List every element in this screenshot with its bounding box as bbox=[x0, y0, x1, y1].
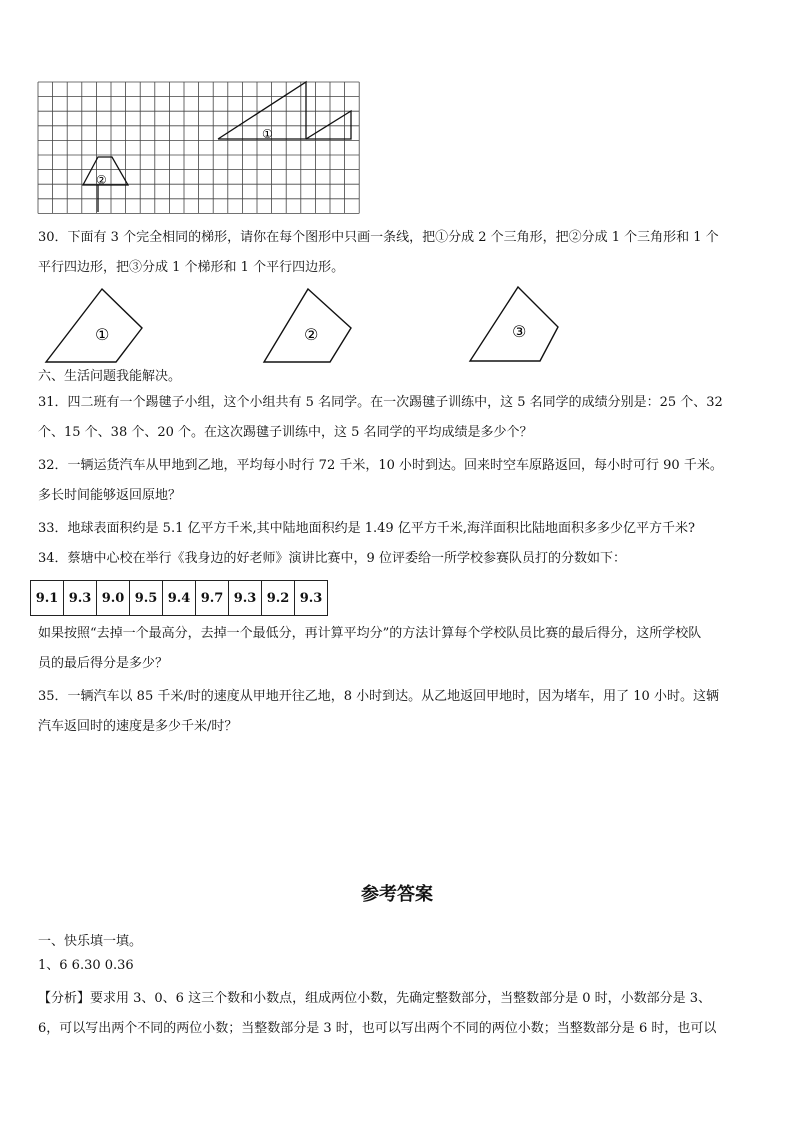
shape2-label: ② bbox=[96, 173, 107, 187]
trapezoid-3-label: ③ bbox=[512, 322, 527, 341]
score-cell: 9.3 bbox=[64, 581, 97, 616]
score-cell: 9.3 bbox=[295, 581, 328, 616]
q33-line1: 33．地球表面积约是 5.1 亿平方千米,其中陆地面积约是 1.49 亿平方千米,海洋面积比陆地面积多多少亿平方千米? bbox=[38, 521, 695, 536]
analysis-line2: 6，可以写出两个不同的两位小数；当整数部分是 3 时，也可以写出两个不同的两位小数；当整数部分是 6 时，也可以 bbox=[38, 1021, 717, 1036]
q32-line2: 多长时间能够返回原地？ bbox=[38, 488, 182, 503]
answer-1: 1、6 6.30 0.36 bbox=[38, 958, 134, 973]
score-cell: 9.0 bbox=[97, 581, 130, 616]
q30-line2: 平行四边形，把③分成 1 个梯形和 1 个平行四边形。 bbox=[38, 260, 345, 275]
q34-line2: 如果按照“去掉一个最高分，去掉一个最低分，再计算平均分”的方法计算每个学校队员比赛的最后得分，这所学校队 bbox=[38, 626, 702, 641]
analysis-line1: 【分析】要求用 3、0、6 这三个数和小数点，组成两位小数，先确定整数部分，当整数部分是 0 时，小数部分是 3、 bbox=[38, 991, 712, 1006]
answers-heading: 参考答案 bbox=[361, 884, 433, 905]
score-cell: 9.4 bbox=[163, 581, 196, 616]
q31-line1: 31．四二班有一个踢毽子小组，这个小组共有 5 名同学。在一次踢毽子训练中，这 5 名同学的成绩分别是：25 个、32 bbox=[38, 395, 723, 410]
grid-figure bbox=[0, 0, 794, 230]
q34-line3: 员的最后得分是多少？ bbox=[38, 656, 169, 671]
score-table bbox=[30, 580, 328, 616]
q35-line2: 汽车返回时的速度是多少千米/时？ bbox=[38, 719, 238, 734]
shape1-label: ① bbox=[262, 127, 273, 141]
answers-section1: 一、快乐填一填。 bbox=[38, 934, 143, 949]
score-cell: 9.1 bbox=[31, 581, 64, 616]
q34-line1: 34．蔡塘中心校在举行《我身边的好老师》演讲比赛中，9 位评委给一所学校参赛队员打的分数如下： bbox=[38, 551, 626, 566]
trapezoid-1 bbox=[46, 289, 142, 362]
q32-line1: 32．一辆运货汽车从甲地到乙地，平均每小时行 72 千米，10 小时到达。回来时空车原路返回，每小时可行 90 千米。 bbox=[38, 458, 723, 473]
trapezoid-1-label: ① bbox=[95, 325, 110, 344]
score-cell: 9.7 bbox=[196, 581, 229, 616]
q31-line2: 个、15 个、38 个、20 个。在这次踢毽子训练中，这 5 名同学的平均成绩是多少个？ bbox=[38, 425, 533, 440]
score-cell: 9.3 bbox=[229, 581, 262, 616]
q30-line1: 30．下面有 3 个完全相同的梯形，请你在每个图形中只画一条线，把①分成 2 个三角形，把②分成 1 个三角形和 1 个 bbox=[38, 230, 719, 245]
score-cell: 9.2 bbox=[262, 581, 295, 616]
score-cell: 9.5 bbox=[130, 581, 163, 616]
trapezoid-2-label: ② bbox=[304, 325, 319, 344]
table-row bbox=[31, 581, 328, 616]
q35-line1: 35．一辆汽车以 85 千米/时的速度从甲地开往乙地，8 小时到达。从乙地返回甲地时，因为堵车，用了 10 小时。这辆 bbox=[38, 689, 719, 704]
section6-title: 六、生活问题我能解决。 bbox=[38, 369, 182, 384]
